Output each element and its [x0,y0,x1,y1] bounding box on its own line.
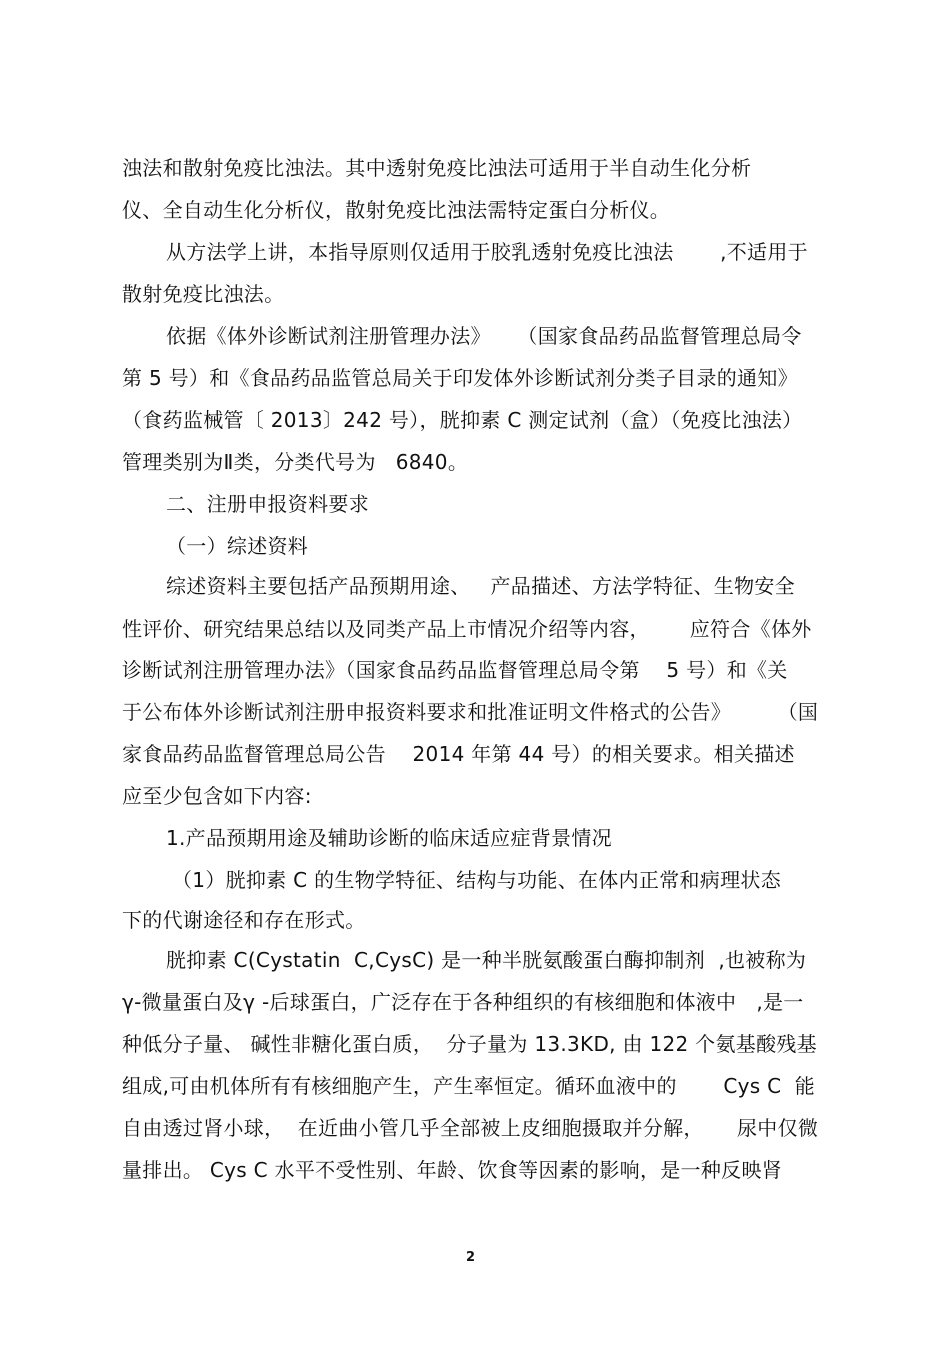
page-number: 2 [466,1250,476,1265]
text-line: （1）胱抑素 C 的生物学特征、结构与功能、在体内正常和病理状态 [172,868,782,892]
text-line: 诊断试剂注册管理办法》（国家食品药品监督管理总局令第 5 号）和《关 [122,658,788,682]
text-line: 第 5 号）和《食品药品监管总局关于印发体外诊断试剂分类子目录的通知》 [122,366,798,390]
text-line: 管理类别为Ⅱ类，分类代号为 6840。 [122,450,469,474]
text-line: 应至少包含如下内容: [122,784,312,808]
text-line: 浊法和散射免疫比浊法。其中透射免疫比浊法可适用于半自动生化分析 [122,156,752,180]
text-line: 种低分子量、 碱性非糖化蛋白质， 分子量为 13.3KD, 由 122 个氨基酸残基 [122,1032,817,1056]
text-line: 散射免疫比浊法。 [122,282,285,306]
text-line: 组成,可由机体所有有核细胞产生，产生率恒定。循环血液中的 Cys C 能 [122,1074,816,1098]
text-line: 于公布体外诊断试剂注册申报资料要求和批准证明文件格式的公告》 （国 [122,700,819,724]
text-line: 从方法学上讲，本指导原则仅适用于胶乳透射免疫比浊法 ,不适用于 [166,240,808,264]
text-line: γ-微量蛋白及γ -后球蛋白，广泛存在于各种组织的有核细胞和体液中 ,是一 [122,990,804,1014]
text-line: 家食品药品监督管理总局公告 2014 年第 44 号）的相关要求。相关描述 [122,742,795,766]
section-heading: 二、注册申报资料要求 [166,492,369,516]
text-line: 仪、全自动生化分析仪，散射免疫比浊法需特定蛋白分析仪。 [122,198,671,222]
text-line: 性评价、研究结果总结以及同类产品上市情况介绍等内容， 应符合《体外 [122,617,812,641]
text-line: 量排出。 Cys C 水平不受性别、年龄、饮食等因素的影响，是一种反映肾 [122,1158,783,1182]
text-line: （食药监械管〔 2013〕242 号），胱抑素 C 测定试剂（盒）（免疫比浊法） [122,408,803,432]
text-line: 下的代谢途径和存在形式。 [122,908,366,932]
text-line: 综述资料主要包括产品预期用途、 产品描述、方法学特征、生物安全 [166,574,795,598]
subsection-heading: （一）综述资料 [166,534,309,558]
text-line: 依据《体外诊断试剂注册管理办法》 （国家食品药品监督管理总局令 [166,324,802,348]
text-line: 自由透过肾小球， 在近曲小管几乎全部被上皮细胞摄取并分解， 尿中仅微 [122,1116,819,1140]
text-line: 胱抑素 C(Cystatin C,CysC) 是一种半胱氨酸蛋白酶抑制剂 ,也被称为 [166,948,807,972]
numbered-heading: 1.产品预期用途及辅助诊断的临床适应症背景情况 [166,826,612,850]
